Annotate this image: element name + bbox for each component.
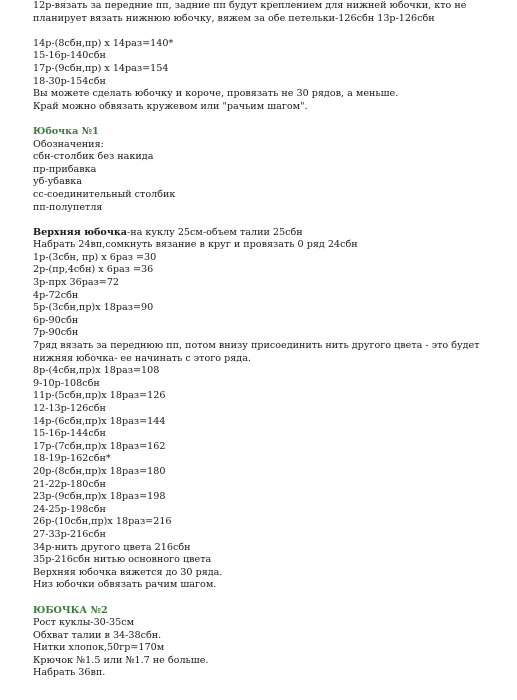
note-line-1: Вы можете сделать юбочку и короче, провязать не 30 рядов, а меньше. — [33, 88, 399, 100]
spacer — [33, 214, 508, 227]
detail-line: Нитки хлопок,50гр=170м — [33, 642, 165, 654]
pattern-row: 27-33р-216сбн — [33, 528, 106, 540]
skirt1-heading: Юбочка №1 — [33, 125, 99, 137]
spacer — [33, 25, 508, 38]
row7-note-line-2: нижняя юбочка- ее начинать с этого ряда. — [33, 352, 251, 364]
pattern-row: 2р-(пр,4сбн) х 6раз =36 — [33, 264, 154, 276]
pattern-row: 24-25р-198сбн — [33, 503, 106, 515]
pattern-row: 35р-216сбн нитью основного цвета — [33, 554, 212, 566]
pattern-row: 12-13р-126сбн — [33, 403, 106, 414]
pattern-row: Верхняя юбочка вяжется до 30 ряда. — [33, 566, 223, 578]
pattern-row: 7р-90сбн — [33, 327, 79, 339]
skirt2-heading: ЮБОЧКА №2 — [33, 604, 108, 616]
note-line-2: Край можно обвязать кружевом или "рачьим шагом". — [33, 100, 308, 112]
document-page — [33, 0, 508, 680]
upper-skirt-title-bold: Верхняя юбочка — [33, 226, 127, 238]
pattern-row: 14р-(8сбн,пр) х 14раз=140* — [33, 37, 174, 49]
detail-line: Крючок №1.5 или №1.7 не больше. — [33, 654, 209, 666]
pattern-row: 23р-(9сбн,пр)х 18раз=198 — [33, 491, 166, 503]
detail-line: Обхват талии в 34-38сбн. — [33, 629, 162, 641]
rows-block-a — [33, 38, 508, 88]
detail-line: Рост куклы-30-35см — [33, 617, 135, 629]
pattern-row: 4р-72сбн — [33, 289, 79, 301]
pattern-row: 6р-90сбн — [33, 314, 79, 326]
legend-item: пр-прибавка — [33, 163, 97, 175]
legend-item: уб-убавка — [33, 176, 82, 188]
detail-line: Набрать 36вп. — [33, 667, 106, 679]
skirt2-details — [33, 617, 508, 680]
pattern-row: 34р-нить другого цвета 216сбн — [33, 541, 191, 553]
rows-block-2 — [33, 365, 508, 592]
legend-list — [33, 151, 508, 214]
pattern-row: 26р-(10сбн,пр)х 18раз=216 — [33, 516, 172, 528]
pattern-row: 17р-(7сбн,пр)х 18раз=162 — [33, 440, 166, 452]
pattern-row: 17р-(9сбн,пр) х 14раз=154 — [33, 62, 169, 74]
rows-block-1 — [33, 252, 508, 340]
upper-skirt-title — [33, 227, 508, 240]
pattern-row: 5р-(3сбн,пр)х 18раз=90 — [33, 302, 154, 314]
pattern-row: Низ юбочки обвязать рачим шагом. — [33, 579, 217, 591]
pattern-row: 15-16р-144сбн — [33, 428, 106, 440]
pattern-row: 21-22р-180сбн — [33, 478, 106, 490]
legend-item: сбн-столбик без накида — [33, 151, 154, 163]
intro-line-1: 12р-вязать за передние пп, задние пп будут креплением для нижней юбочки, кто не — [33, 0, 467, 11]
pattern-row: 11р-(5сбн,пр)х 18раз=126 — [33, 390, 166, 402]
pattern-row: 18-30р-154сбн — [33, 75, 106, 87]
legend-item: пп-полупетля — [33, 201, 103, 213]
upper-skirt-intro: Набрать 24вп,сомкнуть вязание в круг и провязать 0 ряд 24сбн — [33, 239, 358, 251]
pattern-row: 20р-(8сбн,пр)х 18раз=180 — [33, 465, 166, 477]
row7-note-line-1: 7ряд вязать за переднюю пп, потом внизу присоединить нить другого цвета - это будет — [33, 340, 480, 352]
pattern-row: 9-10р-108сбн — [33, 377, 100, 389]
pattern-row: 1р-(3сбн, пр) х 6раз =30 — [33, 251, 157, 263]
intro-line-2: планирует вязать нижнюю юбочку, вяжем за обе петельки-126сбн 13р-126сбн — [33, 12, 435, 24]
pattern-row: 15-16р-140сбн — [33, 50, 106, 62]
legend-title: Обозначения: — [33, 138, 104, 150]
spacer — [33, 113, 508, 126]
pattern-row: 3р-прх 36раз=72 — [33, 277, 120, 289]
upper-skirt-title-rest: -на куклу 25см-объем талии 25сбн — [126, 226, 303, 238]
pattern-row: 8р-(4сбн,пр)х 18раз=108 — [33, 365, 160, 377]
spacer — [33, 592, 508, 605]
pattern-row: 18-19р-162сбн* — [33, 453, 111, 465]
pattern-row: 14р-(6сбн,пр)х 18раз=144 — [33, 415, 166, 427]
legend-item: сс-соединительный столбик — [33, 188, 176, 200]
